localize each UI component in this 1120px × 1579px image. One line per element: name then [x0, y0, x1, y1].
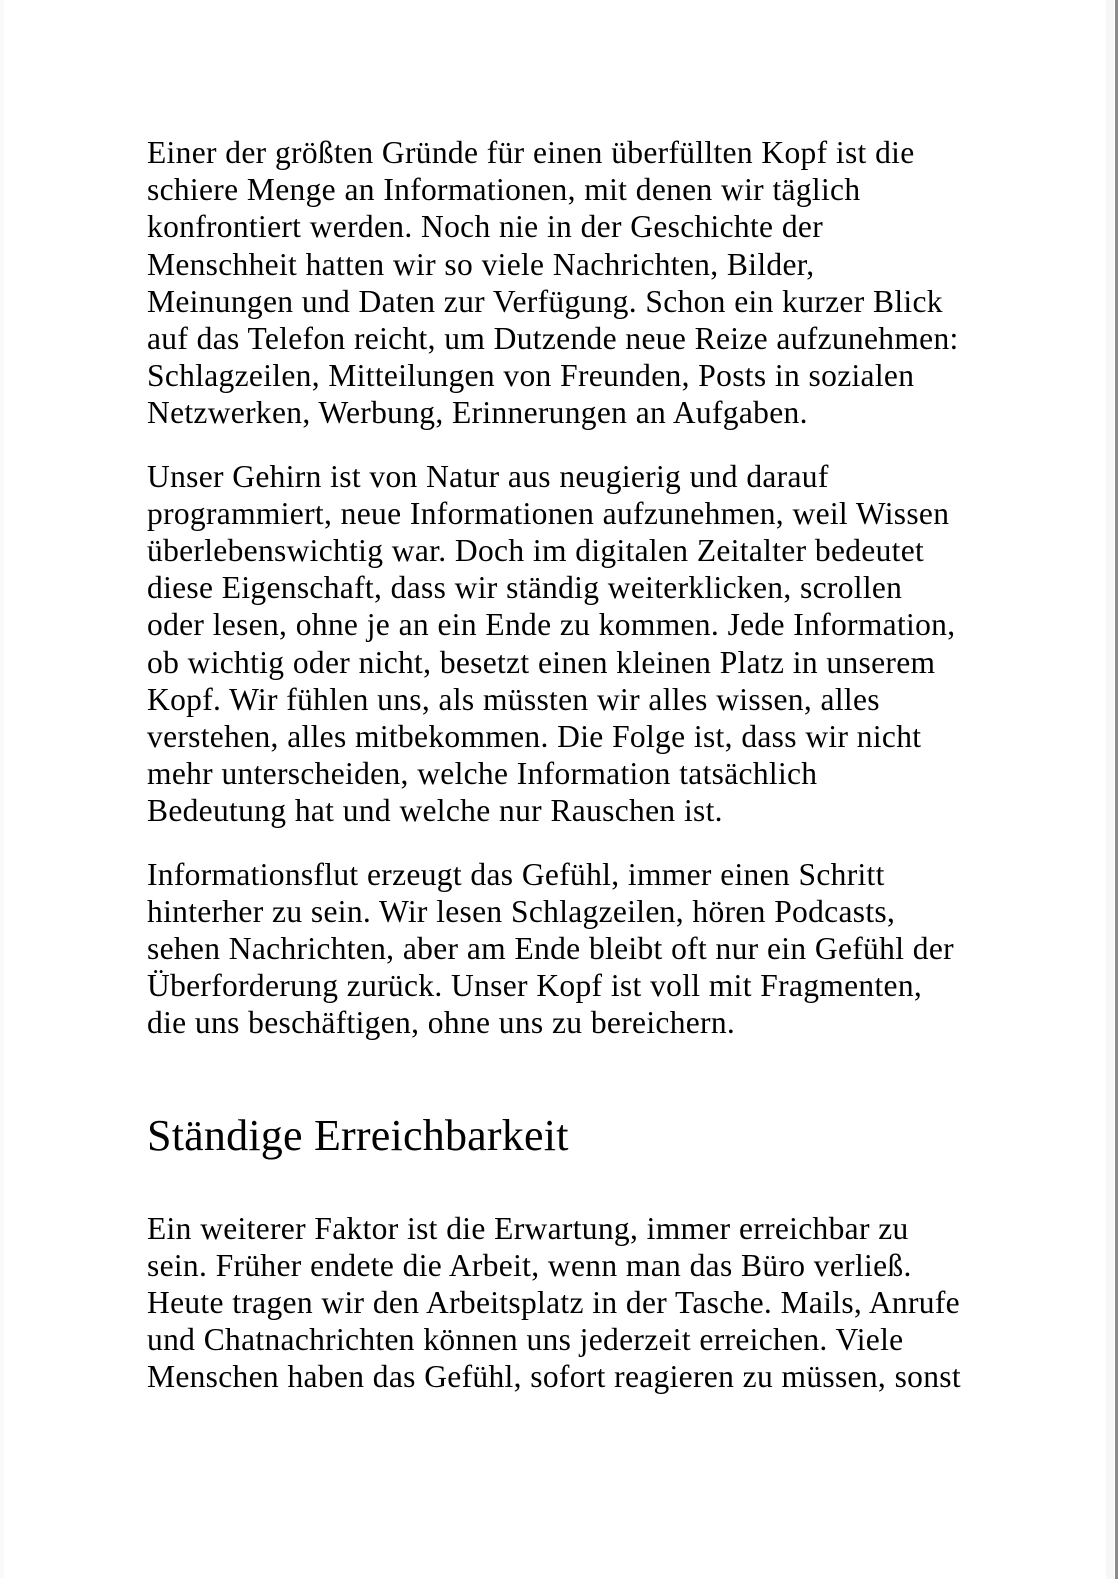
page-right-edge-rule [1115, 0, 1118, 1579]
paragraph-information-overload: Einer der größten Gründe für einen überfüllten Kopf ist die schiere Menge an Informationen, mit denen wir täglich konfrontiert werden. Noch nie in der Geschichte der Menschheit hatten wir so viele Nachrichten, Bilder, Meinungen und Daten zur Verfügung. Schon ein kurzer Blick auf das Telefon reicht, um Dutzende neue Reize aufzunehmen: Schlagzeilen, Mitteilungen von Freunden, Posts in sozialen Netzwerken, Werbung, Erinnerungen an Aufgaben. [147, 135, 959, 431]
document-body [147, 134, 965, 1422]
page-right-edge-band [1106, 0, 1114, 1579]
paragraph-constant-availability: Ein weiterer Faktor ist die Erwartung, immer erreichbar zu sein. Früher endete die Arbeit, wenn man das Büro verließ. Heute tragen wir den Arbeitsplatz in der Tasche. Mails, Anrufe und Chatnachrichten können uns jederzeit erreichen. Viele Menschen haben das Gefühl, sofort reagieren zu müssen, sonst [147, 1210, 961, 1395]
section-heading-staendige-erreichbarkeit: Ständige Erreichbarkeit [147, 1110, 569, 1160]
section-heading-wrapper [147, 1110, 965, 1162]
paragraph-brain-curiosity: Unser Gehirn ist von Natur aus neugierig und darauf programmiert, neue Informationen aufzunehmen, weil Wissen überlebenswichtig war. Doch im digitalen Zeitalter bedeutet diese Eigenschaft, dass wir ständig weiterklicken, scrollen oder lesen, ohne je an ein Ende zu kommen. Jede Information, ob wichtig oder nicht, besetzt einen kleinen Platz in unserem Kopf. Wir fühlen uns, als müssten wir alles wissen, alles verstehen, alles mitbekommen. Die Folge ist, dass wir nicht mehr unterscheiden, welche Information tatsächlich Bedeutung hat und welche nur Rauschen ist. [147, 458, 956, 829]
page-left-edge [0, 0, 4, 1579]
paragraph-information-flood: Informationsflut erzeugt das Gefühl, immer einen Schritt hinterher zu sein. Wir lesen Schlagzeilen, hören Podcasts, sehen Nachrichten, aber am Ende bleibt oft nur ein Gefühl der Überforderung zurück. Unser Kopf ist voll mit Fragmenten, die uns beschäftigen, ohne uns zu bereichern. [147, 856, 954, 1041]
